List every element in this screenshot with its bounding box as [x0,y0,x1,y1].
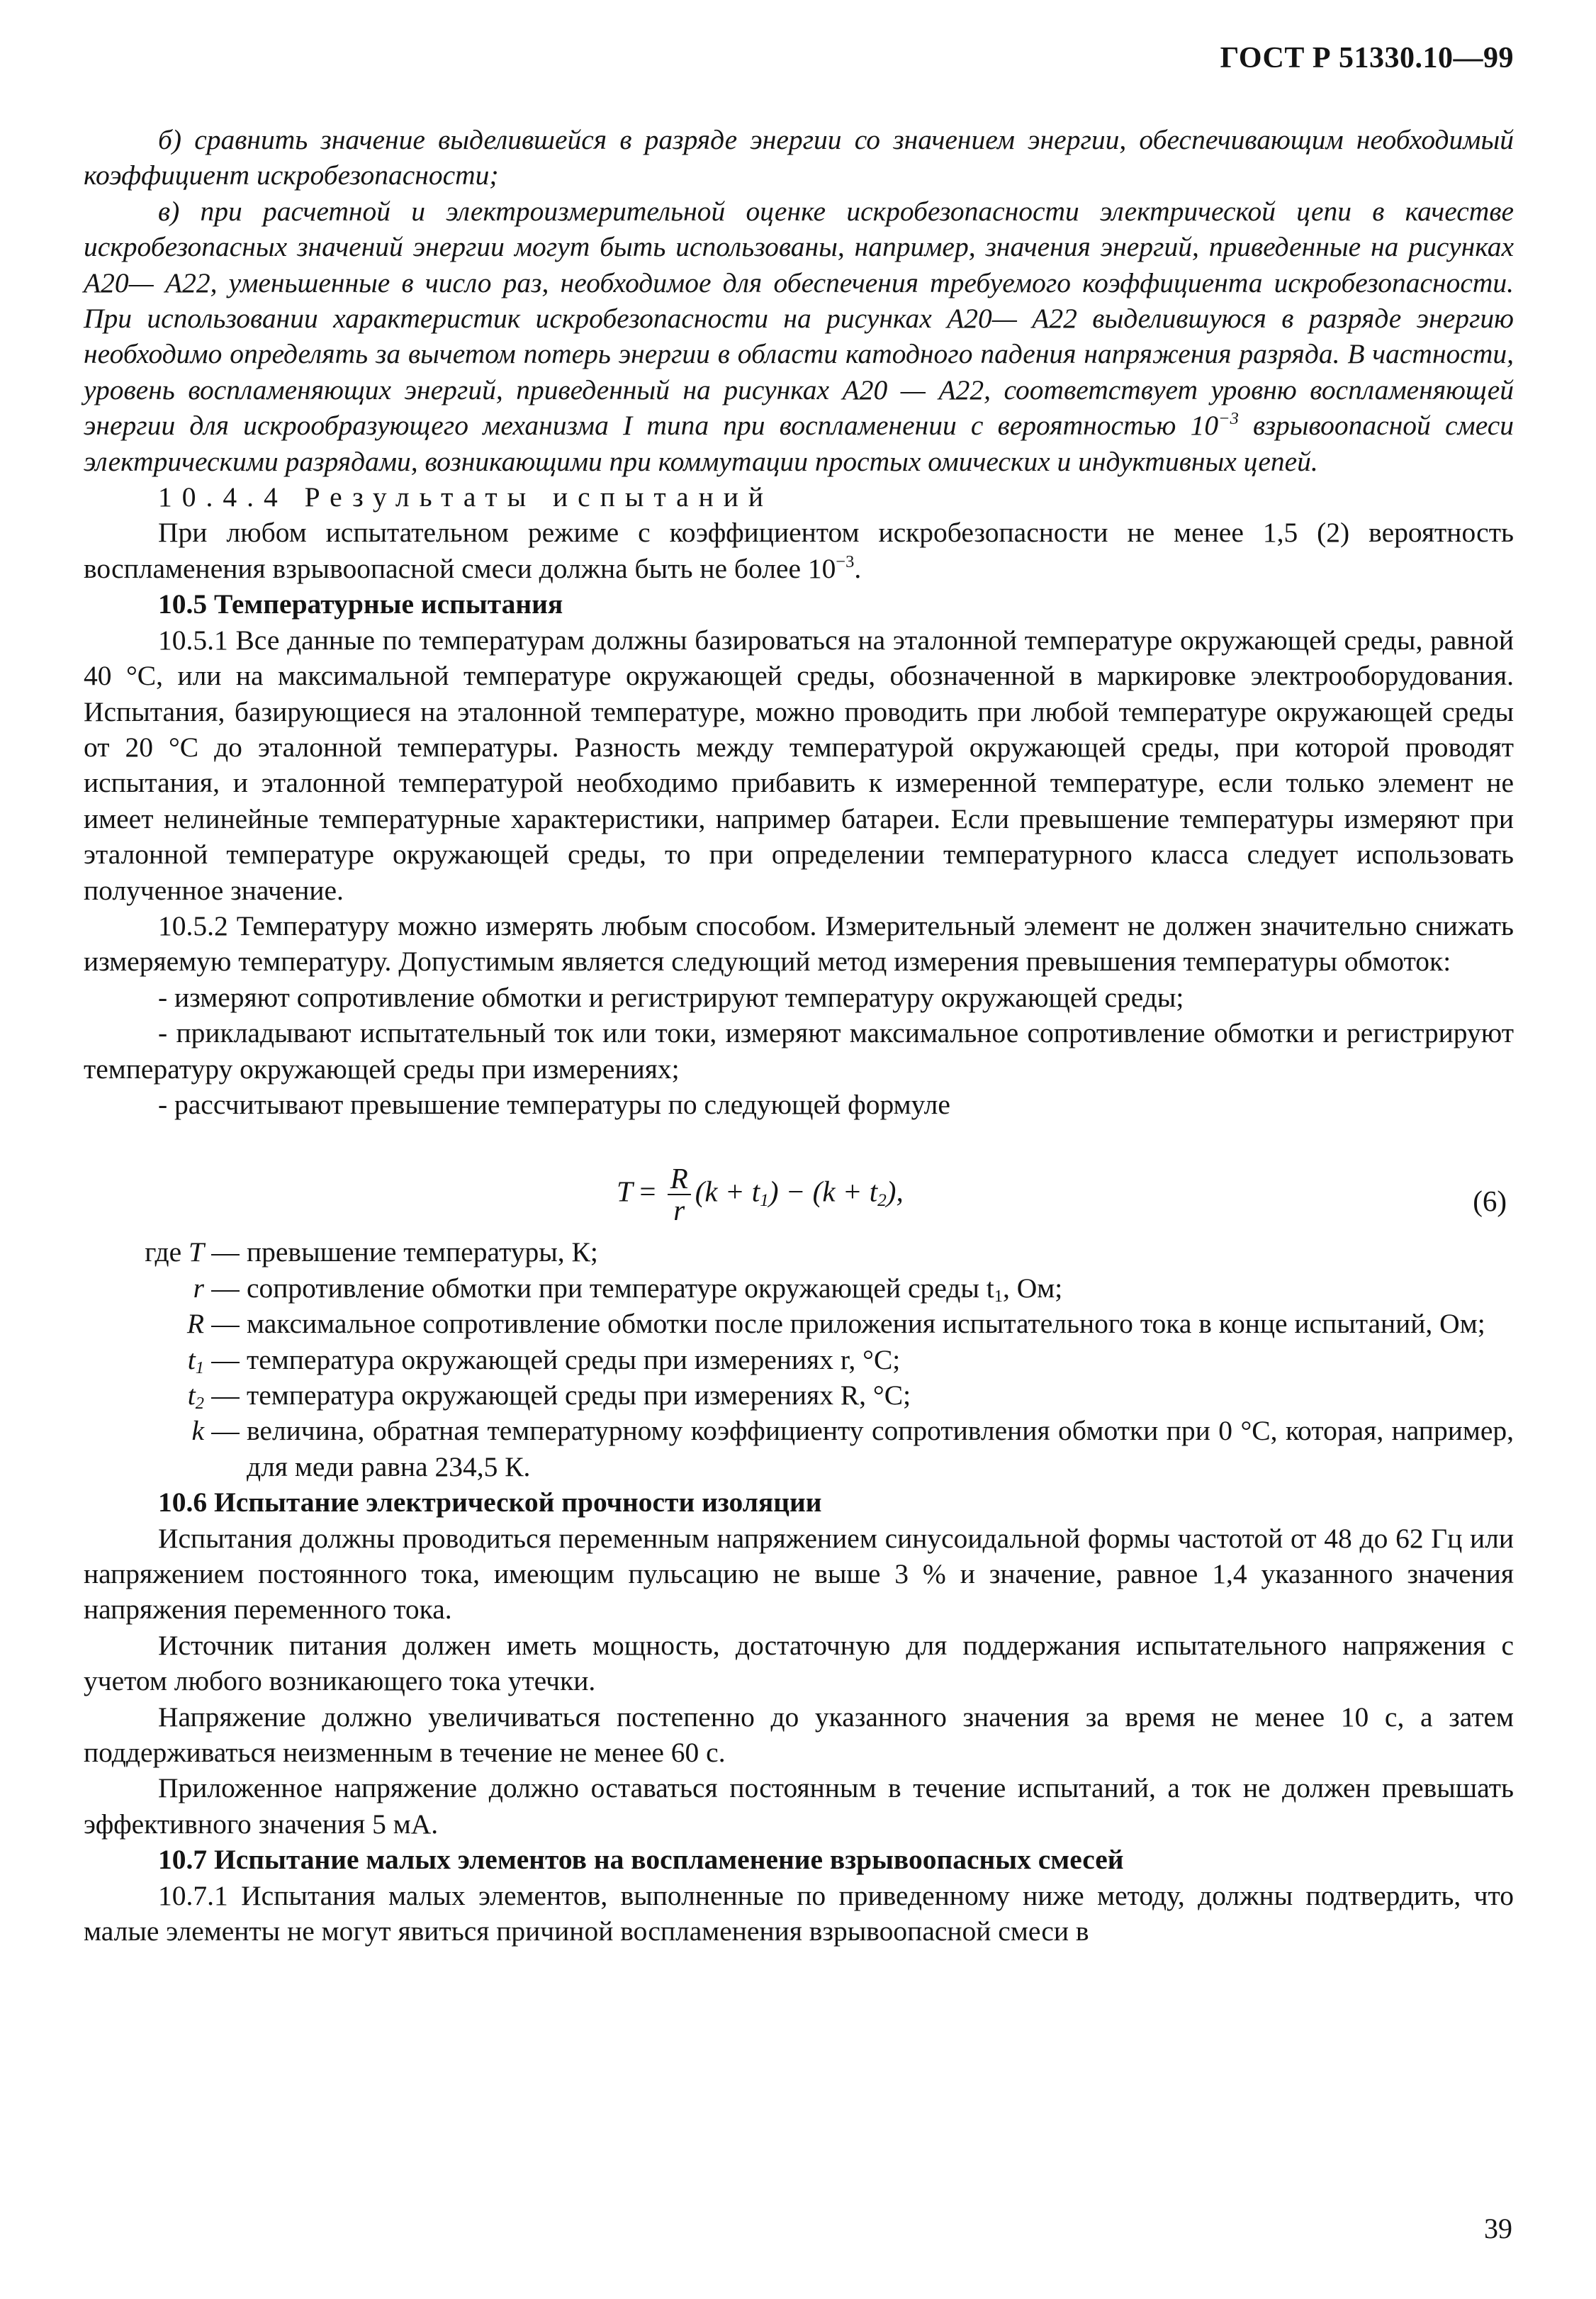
paragraph-p-1044: При любом испытательном режиме с коэффициентом искробезопасности не менее 1,5 (2) вероятность воспламенения взрывоопасной смеси должна быть не более $10^{-3}$. [84,517,1514,584]
definition-row: где T — превышение температуры, К; [145,1236,598,1268]
definition-symbol: T [189,1236,204,1268]
paragraph-p-b: б) сравнить значение выделившейся в разряде энергии со значением энергии, обеспечивающим необходимый коэффициент искробезопасности; [84,124,1514,191]
formula-denominator: r [673,1194,685,1227]
definition-symbol: r [193,1272,204,1304]
paragraph-p-105-head: 10.5 Температурные испытания [158,588,563,620]
paragraph-p-v: в) при расчетной и электроизмерительной оценке искробезопасности электрической цепи в качестве искробезопасных значений энергии могут быть использованы, например, значения энергий, приведенные на рисунках А20— А22, уменьшенные в число раз, необходимое для обеспечения требуемого коэффициента искробезопасности. При использовании характеристик искробезопасности на рисунках А20— А22 выделившуюся в разряде энергию необходимо определять за вычетом потерь энергии в области катодного падения напряжения разряда. В частности, уровень воспламеняющих энергий, приведенный на рисунках А20 — А22, соответствует уровню воспламеняющей энергии для искрообразующего механизма I типа при воспламенении с вероятностью $10^{-3}$ взрывоопасной смеси электрическими разрядами, возникающими при коммутации простых омических и индуктивных цепей. [84,195,1514,477]
paragraphs-bottom [84,1484,1514,1949]
formula-sub2: 2 [877,1190,887,1211]
paragraph-p-list-1: - измеряют сопротивление обмотки и регистрируют температуру окружающей среды; [158,981,1184,1013]
formula-expression [617,1163,904,1226]
formula-6 [84,1142,1514,1234]
formula-number: (6) [1473,1185,1507,1218]
formula-numerator: R [668,1163,691,1195]
definition-symbol: t [187,1380,196,1411]
definition-text: величина, обратная температурному коэффициенту сопротивления обмотки при 0 °С, которая, например, для меди равна 234,5 К. [247,1415,1514,1482]
definition-text: превышение температуры, К; [247,1236,598,1268]
formula-fraction [668,1163,691,1226]
paragraph-p-list-3: - рассчитывают превышение температуры по следующей формуле [158,1088,950,1120]
definition-row: k — величина, обратная температурному коэффициенту сопротивления обмотки при 0 °С, которая, например, для меди равна 234,5 К. [191,1415,1514,1482]
definition-text: температура окружающей среды при измерениях R, °С; [247,1380,911,1411]
definition-row: r — сопротивление обмотки при температуре окружающей среды $t_1$, Ом; [193,1272,1063,1306]
paragraph-p-1052: 10.5.2 Температуру можно измерять любым способом. Измерительный элемент не должен значительно снижать измеряемую температуру. Допустимым является следующий метод измерения превышения температуры обмоток: [84,910,1514,978]
definition-row: $t_2$ — температура окружающей среды при измерениях R, °С; [187,1380,911,1414]
paragraph-p-list-2: - прикладывают испытательный ток или токи, измеряют максимальное сопротивление обмотки и регистрируют температуру окружающей среды при измерениях; [84,1017,1514,1085]
document-body [84,122,1514,1950]
standard-header: ГОСТ Р 51330.10—99 [1220,42,1514,74]
formula-equals: = [639,1175,656,1208]
definition-text: сопротивление обмотки при температуре окружающей среды t [247,1272,994,1304]
paragraph-p-1044-head: 10.4.4 Результаты испытаний [158,481,774,513]
definition-row: R — максимальное сопротивление обмотки после приложения испытательного тока в конце испытаний, Ом; [186,1308,1485,1340]
definition-text: температура окружающей среды при измерениях r, °С; [247,1343,901,1375]
paragraph-p-106-1: Испытания должны проводиться переменным напряжением синусоидальной формы частотой от 48 до 62 Гц или напряжением постоянного тока, имеющим пульсацию не выше 3 % и значение, равное 1,4 указанного значения напряжения переменного тока. [84,1522,1514,1626]
paragraph-p-107-head: 10.7 Испытание малых элементов на воспламенение взрывоопасных смесей [158,1844,1124,1876]
formula-mid: ) − (k + t [768,1175,878,1208]
formula-part1: (k + t [695,1175,760,1208]
paragraph-p-106-head: 10.6 Испытание электрической прочности изоляции [158,1487,822,1518]
paragraph-p-106-4: Приложенное напряжение должно оставаться постоянным в течение испытаний, а ток не должен превышать эффективного значения 5 мА. [84,1772,1514,1840]
formula-lhs: T [617,1175,633,1208]
paragraph-p-106-3: Напряжение должно увеличиваться постепенно до указанного значения за время не менее 10 с, а затем поддерживаться неизменным в течение не менее 60 с. [84,1701,1514,1769]
paragraphs-top [84,122,1514,1122]
paragraph-p-1051: 10.5.1 Все данные по температурам должны базироваться на эталонной температуре окружающей среды, равной 40 °С, или на максимальной температуре окружающей среды, обозначенной в маркировке электрооборудования. Испытания, базирующиеся на эталонной температуре, можно проводить при любой температуре окружающей среды от 20 °С до эталонной температуры. Разность между температурой окружающей среды, при которой проводят испытания, и эталонной температурой необходимо прибавить к измеренной температуре, если только элемент не имеет нелинейные температурные характеристики, например батареи. Если превышение температуры измеряют при эталонной температуре окружающей среды, то при определении температурного класса следует использовать полученное значение. [84,624,1514,906]
definition-symbol: t [187,1343,196,1375]
definitions-list [84,1234,1514,1484]
definition-symbol: k [191,1415,204,1447]
definition-text: максимальное сопротивление обмотки после приложения испытательного тока в конце испытаний, Ом; [247,1308,1485,1340]
definition-symbol: R [186,1308,204,1340]
page-number: 39 [1484,2213,1512,2244]
paragraph-p-106-2: Источник питания должен иметь мощность, достаточную для поддержания испытательного напряжения с учетом любого возникающего тока утечки. [84,1629,1514,1697]
formula-end: ), [886,1175,904,1208]
definition-row: $t_1$ — температура окружающей среды при измерениях r, °С; [187,1343,901,1377]
formula-sub1: 1 [760,1190,769,1211]
paragraph-p-1071: 10.7.1 Испытания малых элементов, выполненные по приведенному ниже методу, должны подтвердить, что малые элементы не могут явиться причиной воспламенения взрывоопасной смеси в [84,1879,1514,1947]
